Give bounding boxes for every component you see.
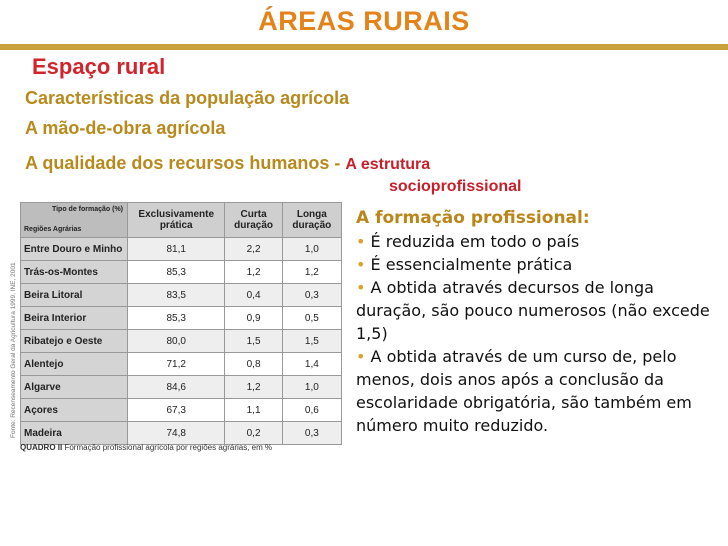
- value-cell: 1,2: [282, 261, 341, 284]
- table-row: [21, 261, 342, 284]
- table-image: [6, 196, 350, 480]
- bullet-text: A obtida através decursos de longa duração, são pouco numerosos (não excede 1,5): [356, 278, 710, 343]
- table-corner-header: [21, 203, 128, 238]
- value-cell: 71,2: [128, 353, 225, 376]
- table-row: [21, 307, 342, 330]
- heading-espaco-rural: Espaço rural: [32, 54, 166, 79]
- value-cell: 80,0: [128, 330, 225, 353]
- value-cell: 74,8: [128, 422, 225, 445]
- value-cell: 85,3: [128, 307, 225, 330]
- region-cell: Trás-os-Montes: [21, 261, 128, 284]
- value-cell: 1,5: [282, 330, 341, 353]
- region-cell: Ribatejo e Oeste: [21, 330, 128, 353]
- region-cell: Madeira: [21, 422, 128, 445]
- slide-title: ÁREAS RURAIS: [258, 6, 470, 36]
- bullet-item: [356, 230, 724, 253]
- heading-mao-de-obra: A mão-de-obra agrícola: [25, 118, 226, 138]
- value-cell: 1,2: [225, 376, 282, 399]
- value-cell: 1,1: [225, 399, 282, 422]
- column-header: Longa duração: [282, 203, 341, 238]
- value-cell: 84,6: [128, 376, 225, 399]
- table-row: [21, 238, 342, 261]
- region-cell: Algarve: [21, 376, 128, 399]
- heading-qualidade: [25, 153, 430, 174]
- bullet-icon: •: [356, 347, 366, 366]
- caption-label: QUADRO II: [20, 443, 63, 452]
- table-row: [21, 399, 342, 422]
- value-cell: 0,5: [282, 307, 341, 330]
- table-caption: [20, 443, 272, 452]
- region-cell: Alentejo: [21, 353, 128, 376]
- bullet-list: [356, 230, 724, 437]
- corner-label-top: Tipo de formação (%): [51, 206, 123, 213]
- value-cell: 81,1: [128, 238, 225, 261]
- table-row: [21, 284, 342, 307]
- value-cell: 85,3: [128, 261, 225, 284]
- value-cell: 0,4: [225, 284, 282, 307]
- bullet-text: É essencialmente prática: [370, 255, 573, 274]
- formation-text-block: [356, 208, 724, 437]
- value-cell: 0,6: [282, 399, 341, 422]
- region-cell: Açores: [21, 399, 128, 422]
- heading-caracteristicas: Características da população agrícola: [25, 88, 350, 108]
- region-cell: Beira Litoral: [21, 284, 128, 307]
- title-divider: [0, 44, 728, 50]
- value-cell: 67,3: [128, 399, 225, 422]
- column-header: Curta duração: [225, 203, 282, 238]
- formation-table: [20, 202, 342, 445]
- bullet-item: [356, 253, 724, 276]
- table-row: [21, 353, 342, 376]
- value-cell: 2,2: [225, 238, 282, 261]
- bullet-item: [356, 345, 724, 437]
- heading-socioprofissional: socioprofissional: [389, 178, 522, 195]
- table-row: [21, 330, 342, 353]
- value-cell: 0,8: [225, 353, 282, 376]
- column-header: Exclusivamente prática: [128, 203, 225, 238]
- heading-estrutura: A estrutura: [345, 156, 431, 173]
- value-cell: 1,2: [225, 261, 282, 284]
- bullet-text: A obtida através de um curso de, pelo menos, dois anos após a conclusão da escolaridade obrigatória, são também em número muito reduzido.: [356, 347, 692, 435]
- bullet-icon: •: [356, 278, 366, 297]
- heading-qualidade-text: A qualidade dos recursos humanos -: [25, 153, 341, 173]
- value-cell: 1,0: [282, 238, 341, 261]
- corner-label-bottom: Regiões Agrárias: [24, 226, 82, 233]
- table-row: [21, 422, 342, 445]
- bullet-text: É reduzida em todo o país: [370, 232, 580, 251]
- bullet-item: [356, 276, 724, 345]
- value-cell: 83,5: [128, 284, 225, 307]
- region-cell: Entre Douro e Minho: [21, 238, 128, 261]
- formation-heading: A formação profissional:: [356, 208, 590, 228]
- caption-text: Formação profissional agrícola por regiões agrárias, em %: [64, 443, 273, 452]
- value-cell: 0,3: [282, 284, 341, 307]
- value-cell: 1,5: [225, 330, 282, 353]
- table-row: [21, 376, 342, 399]
- value-cell: 1,0: [282, 376, 341, 399]
- region-cell: Beira Interior: [21, 307, 128, 330]
- value-cell: 0,2: [225, 422, 282, 445]
- bullet-icon: •: [356, 232, 366, 251]
- value-cell: 1,4: [282, 353, 341, 376]
- value-cell: 0,9: [225, 307, 282, 330]
- value-cell: 0,3: [282, 422, 341, 445]
- table-source: Fonte: Recenseamento Geral da Agricultura 1999, INE, 2001: [10, 262, 17, 438]
- bullet-icon: •: [356, 255, 366, 274]
